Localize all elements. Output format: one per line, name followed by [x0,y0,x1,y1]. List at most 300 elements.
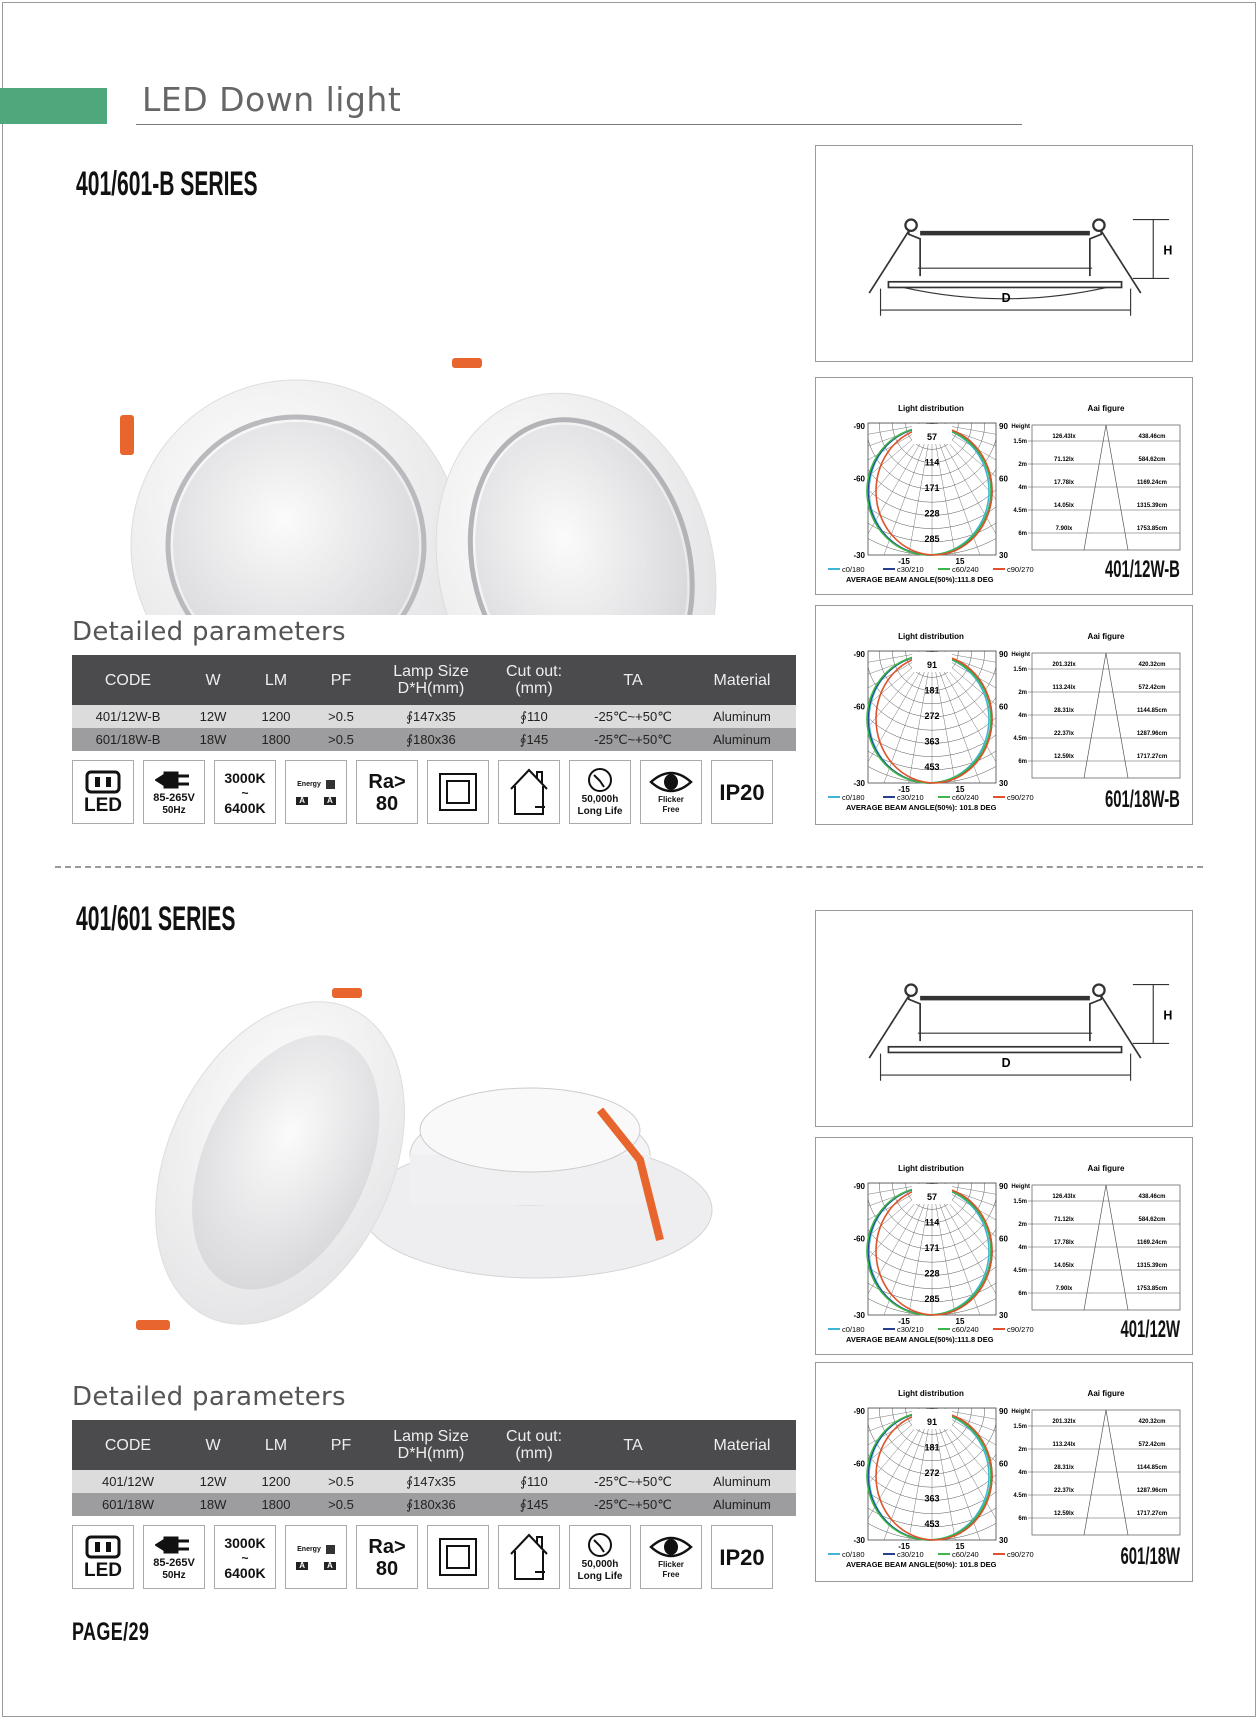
model-code: 401/12W-B [1105,556,1180,583]
aai-diameter: 584.62cm [1138,457,1166,463]
spring-clip [120,415,134,455]
icon-voltage [143,760,205,824]
legend-label: c30/210 [897,565,924,574]
column-header: LM [264,671,288,689]
table-cell: -25℃~+50℃ [594,731,672,747]
angle-label: 30 [999,1311,1008,1320]
plug-icon [155,1534,193,1556]
table-cell: ∮145 [519,731,549,747]
height-header: Height [1011,1184,1030,1190]
energy-class-row [296,1562,336,1570]
icon-text: 85-265V [153,1556,195,1569]
aai-diameter: 1144.85cm [1136,1465,1168,1471]
legend-label: c60/240 [952,793,979,802]
model-code: 601/18W-B [1105,786,1180,813]
aai-height: 4.5m [1013,1268,1027,1274]
table-cell: ∮180x36 [406,731,456,747]
angle-label: 30 [999,1536,1008,1545]
aai-lux: 113.24lx [1052,1442,1076,1448]
beam-angle: AVERAGE BEAM ANGLE(50%): 101.8 DEG [846,1560,997,1569]
column-header: Lamp Size D*H(mm) [393,1428,469,1462]
energy-class-badge: A [296,797,308,805]
icon-text: 50Hz [162,804,186,816]
ring-label: 91 [926,660,938,670]
aai-diameter: 1753.85cm [1136,1286,1168,1292]
aai-lux: 22.37lx [1053,1488,1075,1494]
aai-diameter: 1287.96cm [1136,731,1168,737]
table-cell: 12W [199,1474,227,1489]
photometric-panel [815,1362,1193,1582]
series-title: 401/601-B SERIES [76,165,258,203]
aai-diameter: 1753.85cm [1136,526,1168,532]
ring-label: 272 [924,711,940,721]
product-section [0,900,1258,1610]
beam-angle: AVERAGE BEAM ANGLE(50%):111.8 DEG [846,575,994,584]
aai-lux: 7.90lx [1055,1286,1073,1292]
aai-height: 4m [1018,1470,1027,1476]
icon-ip-rating [711,1525,773,1589]
column-header: Cut out: (mm) [505,1428,563,1462]
parameters-heading: Detailed parameters [72,617,346,647]
aai-height: 4.5m [1013,1493,1027,1499]
icon-text: IP20 [719,780,765,805]
angle-label: 15 [955,1542,965,1551]
table-cell: >0.5 [328,709,354,724]
icon-text: 50,000h [581,794,619,805]
aai-diameter: 1315.39cm [1136,1263,1168,1269]
aai-height: 2m [1018,1447,1027,1453]
icon-led [72,760,134,824]
table-cell: 18W [199,732,227,747]
aai-lux: 71.12lx [1053,1217,1075,1223]
aai-lux: 22.37lx [1053,731,1075,737]
legend-label: c0/180 [842,1550,865,1559]
icon-text: Ra> [368,771,406,793]
table-cell: 1800 [261,732,291,747]
feature-icons [72,1525,773,1589]
table-cell: 1200 [261,709,291,724]
feature-icons [72,760,773,824]
table-cell: ∮147x35 [406,1473,456,1489]
icon-text: Ra> [368,1536,406,1558]
chart-title: Light distribution [898,404,964,413]
column-header: CODE [104,671,152,689]
energy-class-row [296,797,336,805]
aai-lux: 14.05lx [1053,1263,1075,1269]
height-label: H [1163,243,1173,258]
photometric-panel [815,1137,1193,1355]
energy-text: Energy [297,780,321,788]
legend-label: c60/240 [952,1550,979,1559]
plug-icon [155,769,193,791]
table-cell: 12W [199,709,227,724]
eye-icon [649,1535,693,1559]
aai-title: Aai figure [1087,404,1125,413]
legend-label: c90/270 [1007,1550,1034,1559]
legend-label: c60/240 [952,565,979,574]
icon-text: Free [662,1570,680,1579]
table-cell: -25℃~+50℃ [594,708,672,724]
legend-label: c0/180 [842,1325,865,1334]
icon-text: Flicker [658,1560,684,1569]
table-cell: -25℃~+50℃ [594,1473,672,1489]
angle-label: -15 [898,1542,910,1551]
angle-label: 90 [999,1182,1008,1191]
icon-cri [356,760,418,824]
ring-label: 114 [924,457,940,468]
icon-text: LED [84,1559,122,1581]
ring-label: 91 [926,1417,938,1427]
aai-height: 4m [1018,485,1027,491]
diameter-label: D [1001,291,1011,306]
energy-badge [326,780,335,789]
chart-title: Light distribution [898,1389,964,1398]
angle-label: 90 [999,422,1008,431]
energy-class-badge: A [324,797,336,805]
angle-label: 60 [999,702,1008,712]
icon-text: 3000K [224,770,266,786]
table-row [72,705,796,728]
angle-label: -15 [898,1317,910,1326]
aai-diameter: 438.46cm [1138,1194,1166,1200]
icon-text: 6400K [224,800,266,816]
ring-label: 272 [924,1468,940,1478]
angle-label: -60 [853,1234,865,1244]
angle-label: 60 [999,1234,1008,1244]
icon-led [72,1525,134,1589]
icon-text: Free [662,805,680,814]
icon-indoor [498,1525,560,1589]
section-divider [55,866,1203,868]
angle-label: -15 [898,557,910,566]
aai-height: 1.5m [1013,1199,1027,1205]
aai-lux: 17.78lx [1053,1240,1075,1246]
icon-cct [214,760,276,824]
ring-label: 114 [924,1217,940,1228]
aai-diameter: 572.42cm [1138,1442,1166,1448]
aai-height: 4m [1018,1245,1027,1251]
table-header-row [72,1420,796,1470]
chart-title: Light distribution [898,632,964,641]
table-cell: >0.5 [328,1497,354,1512]
aai-lux: 12.59lx [1053,754,1075,760]
table-cell: Aluminum [713,1474,771,1489]
ring-label: 453 [924,1519,940,1529]
aai-height: 1.5m [1013,1424,1027,1430]
ring-label: 57 [926,432,938,442]
icon-text: Long Life [577,806,623,817]
series-title: 401/601 SERIES [76,900,236,938]
icon-flicker-free [640,760,702,824]
lamp-angled [398,362,740,615]
table-cell: >0.5 [328,732,354,747]
aai-lux: 28.31lx [1053,1465,1075,1471]
parameters-table [72,655,796,751]
column-header: PF [330,671,352,689]
table-row [72,1493,796,1516]
ring-label: 171 [924,483,940,493]
legend-label: c30/210 [897,1325,924,1334]
aai-lux: 12.59lx [1053,1511,1075,1517]
angle-label: -60 [853,702,865,712]
aai-diameter: 1169.24cm [1136,480,1168,486]
aai-lux: 7.90lx [1055,526,1073,532]
aai-diameter: 1315.39cm [1136,503,1168,509]
icon-text: 3000K [224,1535,266,1551]
aai-title: Aai figure [1087,1164,1125,1173]
beam-angle: AVERAGE BEAM ANGLE(50%): 101.8 DEG [846,803,997,812]
socket-icon [85,1535,121,1559]
aai-lux: 201.32lx [1052,1419,1076,1425]
aai-diameter: 1144.85cm [1136,708,1168,714]
ring-label: 181 [924,685,940,696]
table-cell: 601/18W [101,1497,155,1512]
aai-height: 2m [1018,462,1027,468]
accent-bar [0,88,107,124]
angle-label: -30 [853,779,865,788]
angle-label: -90 [853,1182,865,1191]
product-section [0,145,1258,845]
legend-label: c60/240 [952,1325,979,1334]
dimension-panel [815,910,1193,1127]
legend-label: c90/270 [1007,565,1034,574]
table-cell: ∮145 [519,1496,549,1512]
product-photo [120,215,740,615]
aai-height: 4.5m [1013,736,1027,742]
aai-height: 1.5m [1013,667,1027,673]
column-header: TA [623,671,643,689]
icon-text: 85-265V [153,791,195,804]
table-cell: -25℃~+50℃ [594,1496,672,1512]
icon-voltage [143,1525,205,1589]
table-cell: 601/18W-B [95,732,161,747]
model-code: 601/18W [1120,1543,1180,1570]
icon-text: Long Life [577,1571,623,1582]
table-cell: >0.5 [328,1474,354,1489]
column-header: W [205,671,221,689]
double-insulation-icon [438,1537,478,1577]
ring-label: 171 [924,1243,940,1253]
legend-label: c30/210 [897,1550,924,1559]
aai-lux: 126.43lx [1052,434,1076,440]
house-icon [507,767,551,817]
icon-text: LED [84,794,122,816]
height-header: Height [1011,652,1030,658]
height-label: H [1163,1008,1173,1023]
ring-label: 228 [924,1268,940,1279]
table-header-row [72,655,796,705]
table-cell: Aluminum [713,1497,771,1512]
icon-text: 50,000h [581,1559,619,1570]
aai-diameter: 438.46cm [1138,434,1166,440]
icon-text: 50Hz [162,1569,186,1581]
dimension-panel [815,145,1193,362]
ring-label: 228 [924,508,940,519]
angle-label: -15 [898,785,910,794]
table-cell: ∮180x36 [406,1496,456,1512]
page-number: PAGE/29 [72,1618,150,1646]
ring-label: 285 [924,534,940,544]
aai-diameter: 420.32cm [1138,1419,1166,1425]
table-row [72,1470,796,1493]
product-photo [120,980,740,1380]
aai-height: 2m [1018,690,1027,696]
aai-diameter: 584.62cm [1138,1217,1166,1223]
column-header: Material [713,671,771,689]
column-header: PF [330,1436,352,1454]
aai-title: Aai figure [1087,1389,1125,1398]
aai-lux: 28.31lx [1053,708,1075,714]
table-cell: 1800 [261,1497,291,1512]
photometric-panel [815,605,1193,825]
ring-label: 181 [924,1442,940,1453]
aai-height: 6m [1018,1291,1027,1297]
parameters-heading: Detailed parameters [72,1382,346,1412]
aai-height: 6m [1018,759,1027,765]
table-cell: ∮110 [520,1473,548,1489]
legend-label: c90/270 [1007,1325,1034,1334]
ring-label: 453 [924,762,940,772]
legend-label: c0/180 [842,565,865,574]
angle-label: -90 [853,650,865,659]
ring-label: 285 [924,1294,940,1304]
table-cell: 1200 [261,1474,291,1489]
aai-diameter: 1169.24cm [1136,1240,1168,1246]
icon-text: IP20 [719,1545,765,1570]
house-icon [507,1532,551,1582]
chart-title: Light distribution [898,1164,964,1173]
ring-label: 57 [926,1192,938,1202]
energy-text: Energy [297,1545,321,1553]
aai-lux: 201.32lx [1052,662,1076,668]
aai-diameter: 572.42cm [1138,685,1166,691]
socket-icon [85,770,121,794]
aai-height: 6m [1018,1516,1027,1522]
icon-text: 6400K [224,1565,266,1581]
angle-label: -90 [853,1407,865,1416]
height-header: Height [1011,424,1030,430]
column-header: W [205,1436,221,1454]
energy-class-badge: A [296,1562,308,1570]
angle-label: -90 [853,422,865,431]
icon-energy [285,760,347,824]
energy-class-badge: A [324,1562,336,1570]
icon-double-insulation [427,1525,489,1589]
model-code: 401/12W [1120,1316,1180,1343]
column-header: CODE [104,1436,152,1454]
angle-label: -30 [853,1536,865,1545]
angle-label: 30 [999,779,1008,788]
table-cell: ∮110 [520,708,548,724]
aai-height: 6m [1018,531,1027,537]
aai-diameter: 1717.27cm [1136,754,1168,760]
icon-energy [285,1525,347,1589]
angle-label: 15 [955,1317,965,1326]
angle-label: -30 [853,551,865,560]
ring-label: 363 [924,736,940,747]
energy-badge [326,1545,335,1554]
table-cell: 18W [199,1497,227,1512]
dimension-drawing [816,911,1194,1126]
icon-text: Flicker [658,795,684,804]
ring-label: 363 [924,1493,940,1504]
angle-label: 90 [999,650,1008,659]
aai-lux: 126.43lx [1052,1194,1076,1200]
aai-lux: 71.12lx [1053,457,1075,463]
icon-double-insulation [427,760,489,824]
page-title: LED Down light [142,80,402,119]
angle-label: -60 [853,1459,865,1469]
column-header: LM [264,1436,288,1454]
angle-label: -60 [853,474,865,484]
clock-icon [587,767,613,793]
aai-height: 4.5m [1013,508,1027,514]
icon-flicker-free [640,1525,702,1589]
angle-label: 60 [999,1459,1008,1469]
energy-label-row [297,1545,335,1554]
aai-height: 2m [1018,1222,1027,1228]
table-cell: 401/12W-B [95,709,161,724]
angle-label: 90 [999,1407,1008,1416]
icon-cct [214,1525,276,1589]
aai-diameter: 1287.96cm [1136,1488,1168,1494]
table-cell: Aluminum [713,732,771,747]
aai-lux: 113.24lx [1052,685,1076,691]
eye-icon [649,770,693,794]
table-cell: 401/12W [101,1474,155,1489]
table-cell: Aluminum [713,709,771,724]
column-header: Cut out: (mm) [505,663,563,697]
legend-label: c90/270 [1007,793,1034,802]
table-row [72,728,796,751]
angle-label: 60 [999,474,1008,484]
column-header: TA [623,1436,643,1454]
aai-lux: 14.05lx [1053,503,1075,509]
height-header: Height [1011,1409,1030,1415]
legend-label: c30/210 [897,793,924,802]
aai-height: 1.5m [1013,439,1027,445]
aai-lux: 17.78lx [1053,480,1075,486]
icon-lifetime [569,1525,631,1589]
photometric-panel [815,377,1193,595]
angle-label: 15 [955,557,965,566]
column-header: Lamp Size D*H(mm) [393,663,469,697]
legend-label: c0/180 [842,793,865,802]
dimension-drawing [816,146,1194,361]
aai-height: 4m [1018,713,1027,719]
angle-label: 30 [999,551,1008,560]
icon-text: 80 [375,793,399,815]
table-cell: ∮147x35 [406,708,456,724]
icon-lifetime [569,760,631,824]
double-insulation-icon [438,772,478,812]
icon-indoor [498,760,560,824]
icon-text: ~ [241,786,249,800]
icon-cri [356,1525,418,1589]
aai-title: Aai figure [1087,632,1125,641]
icon-ip-rating [711,760,773,824]
column-header: Material [713,1436,771,1454]
clock-icon [587,1532,613,1558]
aai-diameter: 420.32cm [1138,662,1166,668]
icon-text: ~ [241,1551,249,1565]
title-underline [136,124,1022,125]
diameter-label: D [1001,1056,1011,1071]
beam-angle: AVERAGE BEAM ANGLE(50%):111.8 DEG [846,1335,994,1344]
angle-label: -30 [853,1311,865,1320]
icon-text: 80 [375,1558,399,1580]
parameters-table [72,1420,796,1516]
